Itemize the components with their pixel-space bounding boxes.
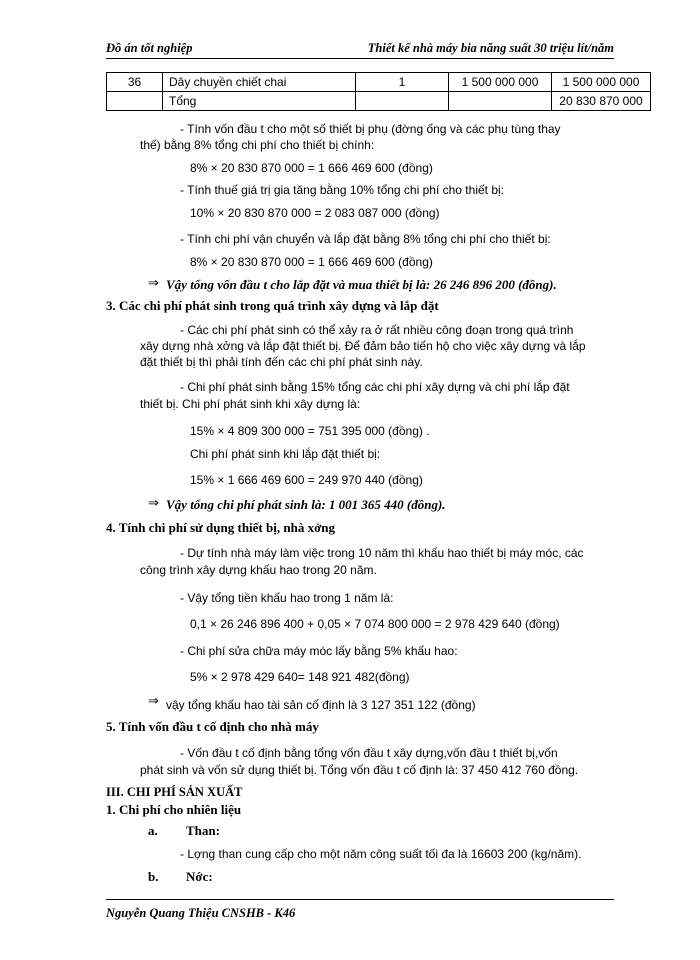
implies-arrow-icon: ⇒ xyxy=(148,276,159,291)
equipment-cost-table xyxy=(106,72,651,111)
section-heading: 3. Các chi phí phát sinh trong quá trình xây dựng và lắp đặt xyxy=(106,298,439,313)
paragraph-line: xây dựng nhà xởng và lắp đặt thiết bị. Để đảm bảo tiến hộ cho việc xây dựng và lắp xyxy=(140,339,586,353)
subsection-number: a. xyxy=(148,823,158,838)
paragraph-line: - Tính thuế giá trị gia tăng bằng 10% tổng chi phí cho thiết bị: xyxy=(180,183,504,197)
section-heading: 1. Chi phí cho nhiên liệu xyxy=(106,802,242,817)
paragraph-line: - Tính vốn đầu t cho một số thiết bị phụ (đờng ống và các phụ tùng thay xyxy=(180,122,561,136)
footer-author: Nguyễn Quang Thiệu CNSHB - K46 xyxy=(106,906,296,920)
paragraph-line: Chi phí phát sinh khi lắp đặt thiết bị: xyxy=(190,447,381,461)
paragraph-line: phát sinh và vốn sử dụng thiết bị. Tổng vốn đầu t cố định là: 37 450 412 760 đồng. xyxy=(140,763,579,777)
formula-line: 5% × 2 978 429 640= 148 921 482(đồng) xyxy=(190,670,410,684)
summary-line: Vậy tổng vốn đầu t cho lắp đặt và mua thiết bị là: 26 246 896 200 (đồng). xyxy=(166,277,557,292)
cell-qty xyxy=(356,92,449,111)
summary-line: Vậy tổng chi phí phát sinh là: 1 001 365 440 (đồng). xyxy=(166,497,446,512)
paragraph-line: - Vậy tổng tiền khấu hao trong 1 năm là: xyxy=(180,591,394,605)
formula-line: 8% × 20 830 870 000 = 1 666 469 600 (đồng) xyxy=(190,161,433,175)
implies-arrow-icon: ⇒ xyxy=(148,694,159,709)
paragraph-line: thế) bằng 8% tổng chi phí cho thiết bị chính: xyxy=(140,138,375,152)
formula-line: 15% × 4 809 300 000 = 751 395 000 (đồng) . xyxy=(190,424,430,438)
paragraph-line: - Các chi phí phát sinh có thể xảy ra ở rất nhiều công đoạn trong quá trình xyxy=(180,323,574,337)
cell-price xyxy=(449,92,552,111)
section-heading: 5. Tính vốn đầu t cố định cho nhà máy xyxy=(106,719,319,734)
section-heading: 4. Tính chi phí sử dụng thiết bị, nhà xởng xyxy=(106,520,335,535)
cell-stt: 36 xyxy=(107,73,163,92)
page-footer xyxy=(106,899,614,921)
paragraph-line: đặt thiết bị thì phải tính đến các chi phí phát sinh này. xyxy=(140,355,423,369)
cell-name: Tổng xyxy=(163,92,356,111)
cell-stt xyxy=(107,92,163,111)
implies-arrow-icon: ⇒ xyxy=(148,496,159,511)
cell-name: Dây chuyền chiết chai xyxy=(163,73,356,92)
header-right: Thiết kế nhà máy bia năng suất 30 triệu lít/năm xyxy=(367,41,614,55)
cell-total: 20 830 870 000 xyxy=(552,92,651,111)
table-row xyxy=(107,73,651,92)
page-header xyxy=(106,40,614,59)
paragraph-line: - Chi phí sửa chữa máy móc lấy bằng 5% khấu hao: xyxy=(180,644,458,658)
cell-total: 1 500 000 000 xyxy=(552,73,651,92)
paragraph-line: - Chi phí phát sinh bằng 15% tổng các chi phí xây dựng và chi phí lắp đặt xyxy=(180,380,570,394)
cell-price: 1 500 000 000 xyxy=(449,73,552,92)
paragraph-line: thiết bị. Chi phí phát sinh khi xây dựng là: xyxy=(140,397,361,411)
cell-qty: 1 xyxy=(356,73,449,92)
paragraph-line: - Vốn đầu t cố định bằng tổng vốn đầu t xây dựng,vốn đầu t thiết bị,vốn xyxy=(180,746,558,760)
chapter-heading: III. CHI PHÍ SẢN XUẤT xyxy=(106,785,243,799)
summary-line: vậy tổng khấu hao tài sản cố định là 3 127 351 122 (đồng) xyxy=(166,698,476,712)
formula-line: 10% × 20 830 870 000 = 2 083 087 000 (đồng) xyxy=(190,206,440,220)
paragraph-line: - Dự tính nhà máy làm việc trong 10 năm thì khấu hao thiết bị máy móc, các xyxy=(180,546,584,560)
table-row xyxy=(107,92,651,111)
subsection-heading: Than: xyxy=(186,823,220,838)
formula-line: 0,1 × 26 246 896 400 + 0,05 × 7 074 800 000 = 2 978 429 640 (đồng) xyxy=(190,617,560,631)
header-left: Đồ án tốt nghiệp xyxy=(106,41,193,55)
subsection-heading: Nớc: xyxy=(186,869,213,884)
paragraph-line: - Lợng than cung cấp cho một năm công suất tối đa là 16603 200 (kg/năm). xyxy=(180,847,582,861)
subsection-number: b. xyxy=(148,869,159,884)
paragraph-line: công trình xây dựng khấu hao trong 20 năm. xyxy=(140,563,377,577)
formula-line: 15% × 1 666 469 600 = 249 970 440 (đồng) xyxy=(190,473,423,487)
formula-line: 8% × 20 830 870 000 = 1 666 469 600 (đồng) xyxy=(190,255,433,269)
paragraph-line: - Tính chi phí vận chuyển và lắp đặt bằng 8% tổng chi phí cho thiết bị: xyxy=(180,232,551,246)
